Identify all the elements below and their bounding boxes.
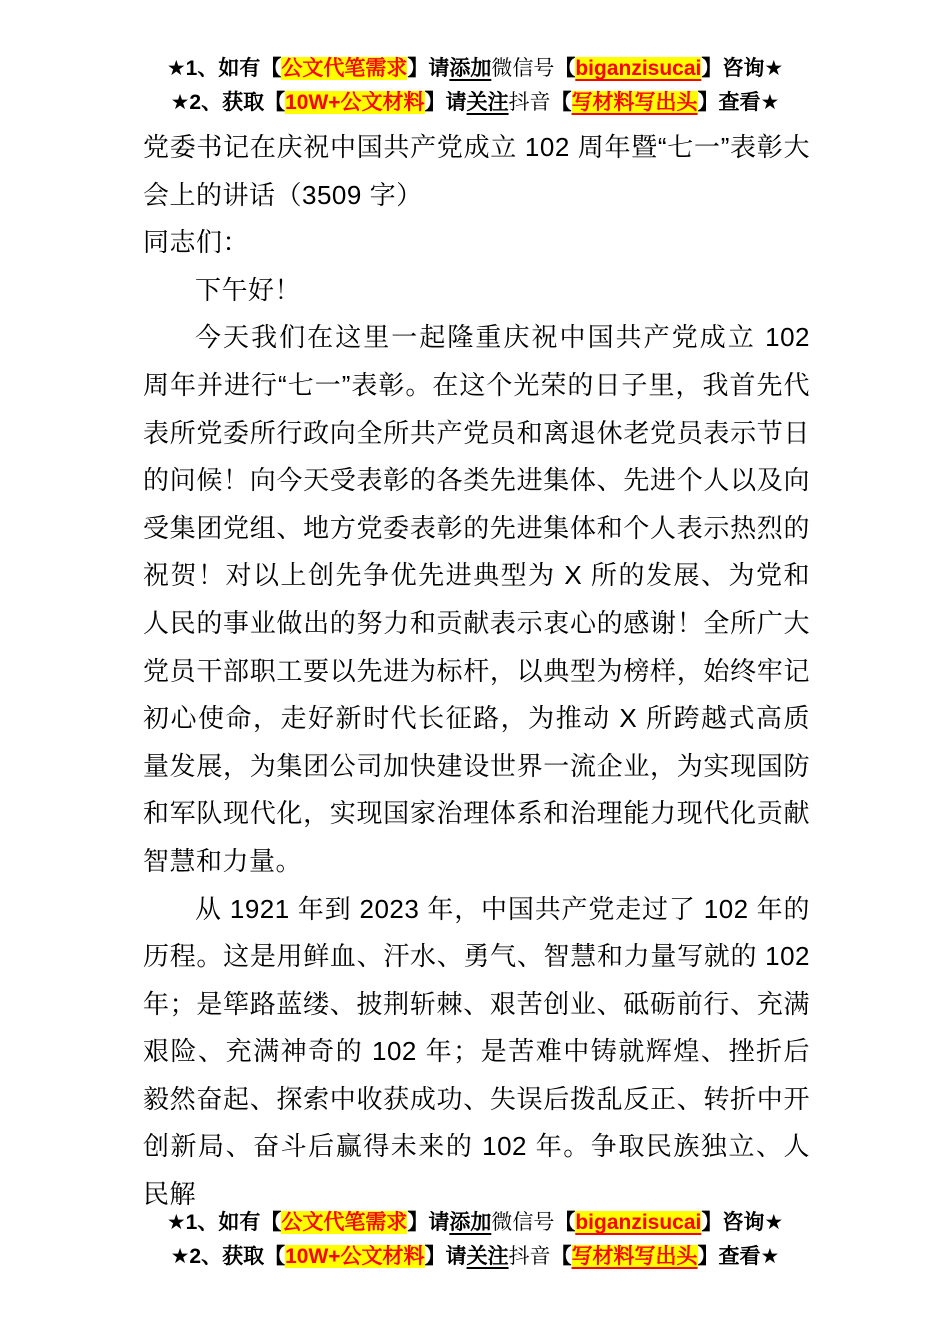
material-highlight: 10W+公文材料 xyxy=(285,1245,425,1268)
material-highlight: 10W+公文材料 xyxy=(285,91,425,114)
footer-banner-line-1 xyxy=(0,1206,950,1240)
header-banner-line-1 xyxy=(0,52,950,86)
banner-text: 抖音 xyxy=(508,1245,551,1268)
add-action-underline: 添加 xyxy=(449,1211,492,1234)
banner-text: 【 xyxy=(554,57,576,80)
document-content xyxy=(143,124,810,1219)
banner-text: 】请 xyxy=(407,57,450,80)
service-highlight: 公文代笔需求 xyxy=(281,1211,408,1234)
service-highlight: 公文代笔需求 xyxy=(281,57,408,80)
document-title: 党委书记在庆祝中国共产党成立 102 周年暨“七一”表彰大会上的讲话（3509 字） xyxy=(143,132,810,210)
paragraph: 从 1921 年到 2023 年，中国共产党走过了 102 年的历程。这是用鲜血、汗水、勇气、智慧和力量写就的 102 年；是筚路蓝缕、披荆斩棘、艰苦创业、砥砺前行、充满艰险、充满神奇的 102 年；是苦难中铸就辉煌、挫折后毅然奋起、探索中收获成功、失误后拨乱反正、转折中开创新局、奋斗后赢得未来的 102 年。争取民族独立、人民解 xyxy=(143,893,810,1210)
banner-text: 抖音 xyxy=(508,91,551,114)
douyin-id-highlight: 写材料写出头 xyxy=(571,1245,698,1268)
banner-text: 】请 xyxy=(424,1245,467,1268)
follow-action-underline: 关注 xyxy=(466,91,509,114)
banner-text: 】咨询★ xyxy=(701,57,784,80)
douyin-id-highlight: 写材料写出头 xyxy=(571,91,698,114)
footer-banner-line-2 xyxy=(0,1240,950,1274)
add-action-underline: 添加 xyxy=(449,57,492,80)
banner-text: 】请 xyxy=(407,1211,450,1234)
banner-text: 】查看★ xyxy=(697,1245,780,1268)
banner-text: 【 xyxy=(550,1245,572,1268)
wechat-id-highlight: biganzisucai xyxy=(575,1211,702,1234)
header-banner xyxy=(0,52,950,120)
banner-text: ★2、获取【 xyxy=(170,1245,286,1268)
banner-text: ★1、如有【 xyxy=(166,57,282,80)
header-banner-line-2 xyxy=(0,86,950,120)
follow-action-underline: 关注 xyxy=(466,1245,509,1268)
banner-text: ★2、获取【 xyxy=(170,91,286,114)
footer-banner xyxy=(0,1206,950,1274)
banner-text: 微信号 xyxy=(491,1211,555,1234)
banner-text: 】请 xyxy=(424,91,467,114)
salutation: 同志们： xyxy=(143,227,250,258)
greeting: 下午好！ xyxy=(195,274,302,305)
banner-text: 】查看★ xyxy=(697,91,780,114)
banner-text: 】咨询★ xyxy=(701,1211,784,1234)
banner-text: 【 xyxy=(550,91,572,114)
paragraph: 今天我们在这里一起隆重庆祝中国共产党成立 102 周年并进行“七一”表彰。在这个光荣的日子里，我首先代表所党委所行政向全所共产党员和离退休老党员表示节日的问候！向今天受表彰的各类先进集体、先进个人以及向受集团党组、地方党委表彰的先进集体和个人表示热烈的祝贺！对以上创先争优先进典型为 X 所的发展、为党和人民的事业做出的努力和贡献表示衷心的感谢！全所广大党员干部职工要以先进为标杆，以典型为榜样，始终牢记初心使命，走好新时代长征路，为推动 X 所跨越式高质量发展，为集团公司加快建设世界一流企业，为实现国防和军队现代化，实现国家治理体系和治理能力现代化贡献智慧和力量。 xyxy=(143,322,810,876)
banner-text: ★1、如有【 xyxy=(166,1211,282,1234)
banner-text: 微信号 xyxy=(491,57,555,80)
wechat-id-highlight: biganzisucai xyxy=(575,57,702,80)
banner-text: 【 xyxy=(554,1211,576,1234)
